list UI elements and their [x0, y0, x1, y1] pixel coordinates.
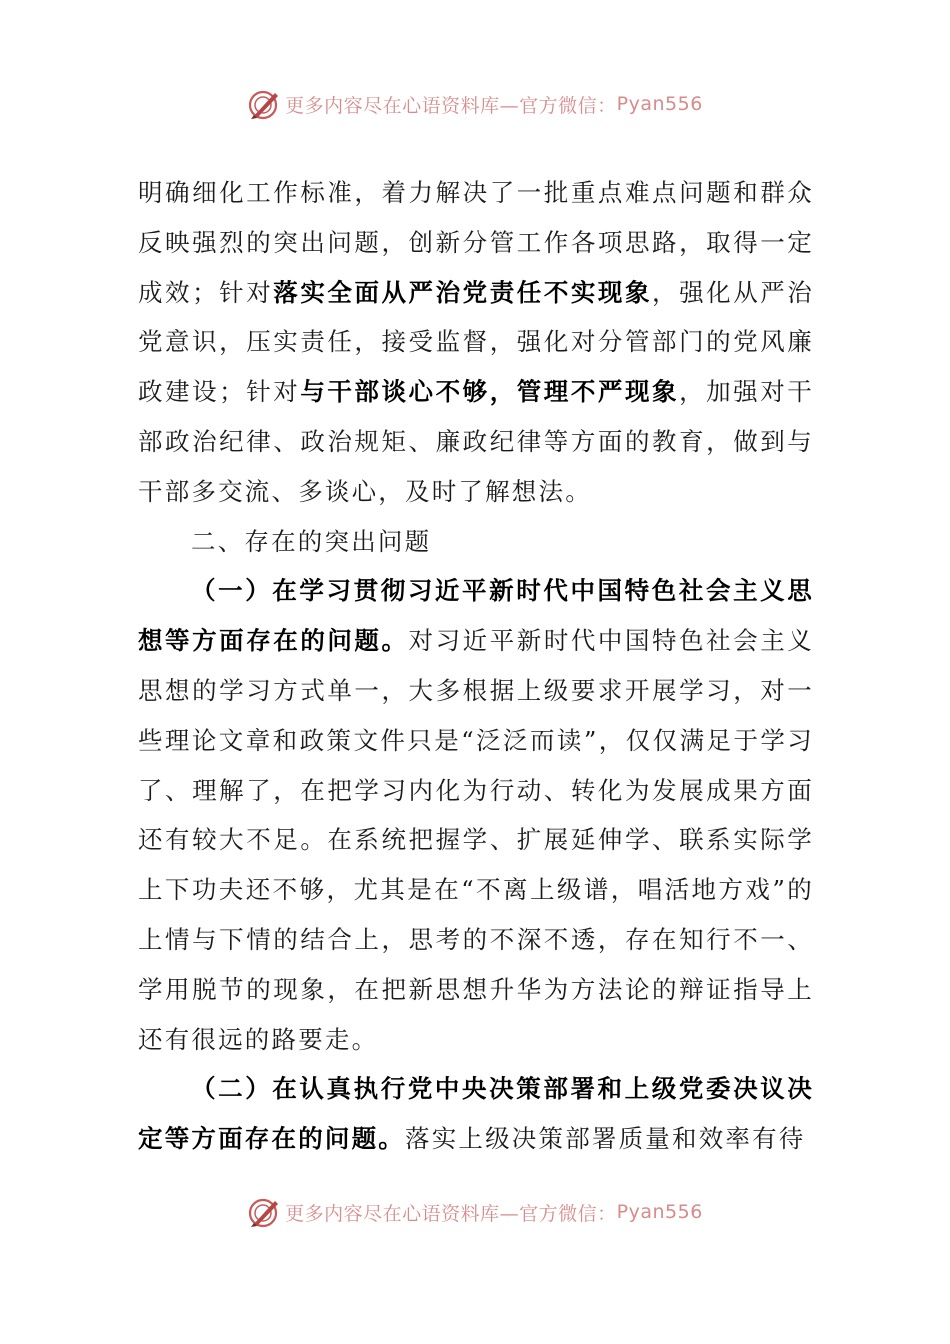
pen-logo-icon [247, 87, 281, 121]
paragraph-summary [138, 168, 814, 517]
bold-subheading: （二）在认真执行党中央决策部署和上级党委决议决定等方面存在的问题。 [138, 1074, 814, 1154]
paragraph-text: ，强化从严治党意识，压实责任，接受监督，强化对分管部门的党风廉政建设；针对 [138, 277, 814, 407]
watermark-wechat-id: Pyan556 [616, 1201, 703, 1223]
section-heading: 二、存在的突出问题 [191, 526, 432, 556]
bold-subheading: （一）在学习贯彻习近平新时代中国特色社会主义思想等方面存在的问题。 [138, 576, 814, 656]
document-body [138, 168, 814, 1164]
bold-phrase: 落实全面从严治党责任不实现象 [273, 277, 653, 307]
paragraph-issue-2 [138, 1064, 814, 1164]
watermark-text: 更多内容尽在心语资料库—官方微信： [285, 1202, 617, 1225]
bold-phrase: 与干部谈心不够，管理不严现象 [300, 377, 680, 407]
paragraph-text: 对习近平新时代中国特色社会主义思想的学习方式单一，大多根据上级要求开展学习，对一些理论文章和政策文件只是“泛泛而读”，仅仅满足于学习了、理解了，在把学习内化为行动、转化为发展成果方面还有较大不足。在系统把握学、扩展延伸学、联系实际学上下功夫还不够，尤其是在“不离上级谱，唱活地方戏”的上情与下情的结合上，思考的不深不透，存在知行不一、学用脱节的现象，在把新思想升华为方法论的辩证指导上还有很远的路要走。 [138, 626, 815, 1054]
pen-logo-icon [247, 1195, 281, 1229]
paragraph-issue-1 [138, 566, 814, 1064]
paragraph-text: 落实上级决策部署质量和效率有待 [405, 1124, 806, 1154]
watermark-banner-top [0, 84, 950, 124]
watermark-text: 更多内容尽在心语资料库—官方微信： [285, 94, 617, 117]
paragraph-text: 明确细化工作标准，着力解决了一批重点难点问题和群众反映强烈的突出问题，创新分管工作各项思路，取得一定成效；针对 [138, 178, 814, 307]
watermark-banner-bottom [0, 1192, 950, 1232]
paragraph-text: ，加强对干部政治纪律、政治规矩、廉政纪律等方面的教育，做到与干部多交流、多谈心，及时了解想法。 [138, 377, 814, 506]
watermark-wechat-id: Pyan556 [616, 93, 703, 115]
